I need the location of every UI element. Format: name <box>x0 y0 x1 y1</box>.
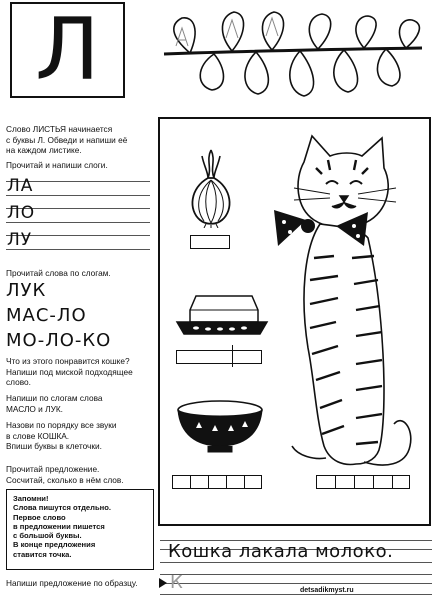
memo-box <box>6 489 154 570</box>
cell-divider <box>208 475 209 489</box>
leaf <box>356 16 376 48</box>
write-task-line: МАСЛО и ЛУК. <box>6 403 63 414</box>
memo-rule: ставится точка. <box>13 549 72 559</box>
leaf <box>377 49 400 86</box>
writing-line <box>160 594 432 595</box>
big-letter-box <box>10 2 125 98</box>
milk-bowl-icon <box>172 398 268 454</box>
leaves-branch-illustration <box>160 6 430 114</box>
big-letter: Л <box>35 0 100 100</box>
word-moloko: МО-ЛО-КО <box>6 330 112 351</box>
bow-left-icon <box>274 210 306 246</box>
leaf <box>245 52 268 94</box>
memo-rule: Слова пишутся отдельно. <box>13 503 111 513</box>
leaf <box>262 12 283 50</box>
syllable-lu: ЛУ <box>7 230 33 250</box>
sentence-task-line: Прочитай предложение. <box>6 464 100 474</box>
syllable-divider <box>232 345 233 367</box>
cat-answer-box[interactable] <box>316 475 410 489</box>
sounds-answer-box[interactable] <box>172 475 262 489</box>
sounds-task-line: в слове КОШКА. <box>6 430 70 441</box>
cell-divider <box>392 475 393 489</box>
onion-icon <box>186 148 236 228</box>
leaf <box>399 20 419 48</box>
word-luk: ЛУК <box>6 280 47 301</box>
cell-divider <box>373 475 374 489</box>
syllable-row <box>6 172 150 196</box>
sentence-task-line: Сосчитай, сколько в нём слов. <box>6 474 124 485</box>
writing-line <box>160 583 432 584</box>
butter-dish-icon <box>174 290 270 340</box>
syllable-lo: ЛО <box>7 203 36 223</box>
writing-line <box>160 574 432 575</box>
butter-answer-box[interactable] <box>176 350 262 364</box>
memo-title: Запомни! <box>13 494 49 503</box>
leaf <box>309 14 330 49</box>
site-label: detsadikmyst.ru <box>300 587 354 594</box>
cell-divider <box>244 475 245 489</box>
memo-rule: В конце предложения <box>13 540 96 550</box>
cell-divider <box>190 475 191 489</box>
leaf <box>334 50 358 92</box>
leaf <box>222 12 243 51</box>
question-line: Напиши под миской подходящее <box>6 366 133 377</box>
cell-divider <box>335 475 336 489</box>
cell-divider <box>226 475 227 489</box>
syllables-task: Прочитай и напиши слоги. <box>6 160 108 170</box>
intro-line: Слово ЛИСТЬЯ начинается <box>6 124 113 134</box>
leaf <box>290 51 314 96</box>
memo-rule: в предложении пишется <box>13 521 105 531</box>
onion-answer-box[interactable] <box>190 235 230 249</box>
word-maslo: МАС-ЛО <box>6 305 87 326</box>
memo-rule: Первое слово <box>13 512 66 522</box>
read-task: Прочитай слова по слогам. <box>6 268 111 278</box>
question-line: Что из этого понравится кошке? <box>6 356 130 366</box>
intro-line: с буквы Л. Обведи и напиши её <box>6 134 128 145</box>
sounds-task-line: Назови по порядку все звуки <box>6 420 117 430</box>
sounds-task <box>6 420 156 452</box>
sample-sentence: Кошка лакала молоко. <box>168 541 394 562</box>
memo-rule: с большой буквы. <box>13 531 82 541</box>
copy-task: Напиши предложение по образцу. <box>6 578 138 588</box>
syllable-row <box>6 199 150 223</box>
question-line: слово. <box>6 377 31 387</box>
write-task-line: Напиши по слогам слова <box>6 393 103 403</box>
cat-illustration <box>264 128 414 488</box>
intro-text <box>6 124 156 156</box>
question-text <box>6 356 156 388</box>
intro-line: на каждом листике. <box>6 145 82 155</box>
sentence-task <box>6 464 156 485</box>
syllable-row <box>6 226 150 250</box>
play-arrow-icon <box>158 577 168 589</box>
sentence-start-letter: К <box>170 572 183 593</box>
sounds-task-line: Впиши буквы в клеточки. <box>6 441 102 451</box>
write-task <box>6 393 156 414</box>
writing-line <box>160 562 432 563</box>
cell-divider <box>354 475 355 489</box>
leaf <box>200 54 223 90</box>
syllable-la: ЛА <box>7 176 34 196</box>
